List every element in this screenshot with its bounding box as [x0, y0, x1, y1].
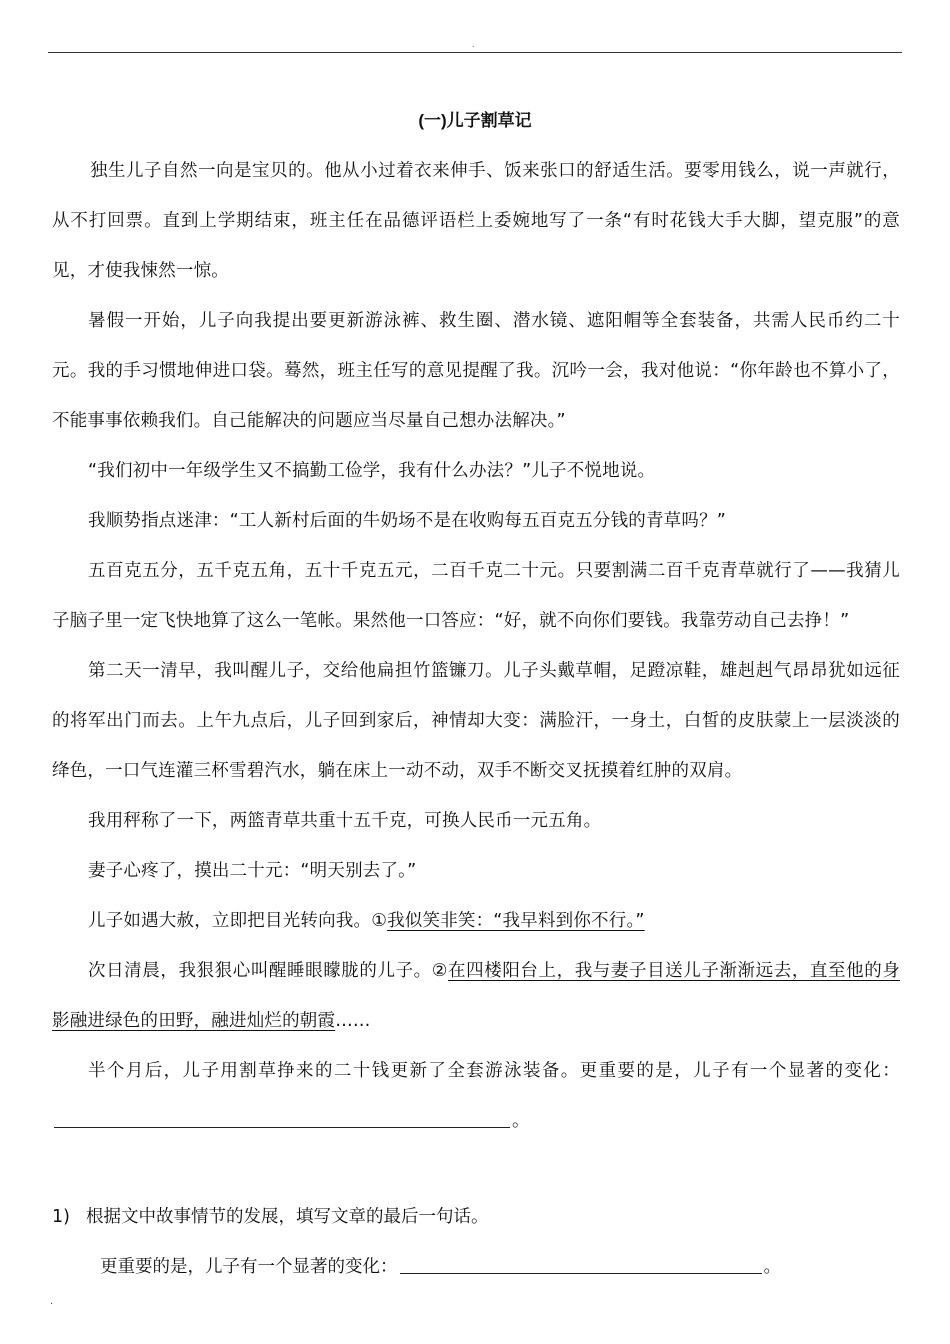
- page-title: (一)儿子割草记: [418, 111, 532, 130]
- paragraph-marked-1: [52, 896, 900, 946]
- paragraph-text: 次日清晨，我狠狠心叫醒睡眼矇胧的儿子。②: [88, 961, 449, 981]
- paragraph-text: 半个月后，儿子用割草挣来的二十钱更新了全套游泳装备。更重要的是，儿子有一个显著的变化：: [88, 1061, 900, 1081]
- fill-in-blank[interactable]: [54, 1107, 510, 1128]
- question-1: [52, 1192, 900, 1242]
- paragraph: 我用秤称了一下，两篮青草共重十五千克，可换人民币一元五角。: [88, 811, 602, 831]
- header-rule: [48, 52, 902, 53]
- paragraph: 暑假一开始，儿子向我提出要更新游泳裤、救生圈、潜水镜、遮阳帽等全套装备，共需人民币约二十元。我的手习惯地伸进口袋。蓦然，班主任写的意见提醒了我。沉吟一会，我对他说：“你年龄也不算小了，不能事事依赖我们。自己能解决的问题应当尽量自己想办法解决。”: [52, 311, 900, 431]
- question-text: 根据文中故事情节的发展，填写文章的最后一句话。: [86, 1207, 489, 1227]
- paragraph: “我们初中一年级学生又不搞勤工俭学，我有什么办法？”儿子不悦地说。: [88, 461, 656, 481]
- paragraph-text: 儿子如遇大赦，立即把目光转向我。①: [88, 911, 388, 931]
- paragraph: 第二天一清早，我叫醒儿子，交给他扁担竹篮镰刀。儿子头戴草帽，足蹬凉鞋，雄赳赳气昂昂犹如远征的将军出门而去。上午九点后，儿子回到家后，神情却大变：满脸汗，一身土，白皙的皮肤蒙上一层淡淡的绛色，一口气连灌三杯雪碧汽水，躺在床上一动不动，双手不断交叉抚摸着红肿的双肩。: [52, 661, 900, 781]
- paragraph-marked-2: [52, 946, 900, 1046]
- article-body: [52, 146, 900, 1146]
- answer-line: [100, 1242, 900, 1292]
- answer-blank[interactable]: [400, 1253, 762, 1274]
- footer-mark: .: [50, 1296, 54, 1307]
- answer-suffix: 。: [763, 1257, 781, 1277]
- paragraph: 独生儿子自然一向是宝贝的。他从小过着衣来伸手、饭来张口的舒适生活。要零用钱么，说一声就行，从不打回票。直到上学期结束，班主任在品德评语栏上委婉地写了一条“有时花钱大手大脚，望克服”的意见，才使我悚然一惊。: [52, 161, 900, 281]
- paragraph: 妻子心疼了，摸出二十元：“明天别去了。”: [88, 861, 417, 881]
- paragraph-final: [52, 1046, 900, 1146]
- paragraph-end: 。: [512, 1111, 530, 1131]
- underlined-sentence-1: 我似笑非笑：“我早料到你不行。”: [387, 911, 645, 931]
- question-number: 1): [52, 1207, 70, 1227]
- ellipsis: ……: [335, 1011, 371, 1031]
- header-mark: .: [472, 40, 475, 49]
- answer-prefix: 更重要的是，儿子有一个显著的变化：: [100, 1257, 398, 1277]
- paragraph: 五百克五分，五千克五角，五十千克五元，二百千克二十元。只要割满二百千克青草就行了——我猜儿子脑子里一定飞快地算了这么一笔帐。果然他一口答应：“好，就不向你们要钱。我靠劳动自己去挣！”: [52, 561, 900, 631]
- underlined-sentence-2: 在四楼阳台上，我与妻子目送儿子渐渐远去，直至他的身影融进绿色的田野，融进灿烂的朝霞: [52, 961, 901, 1031]
- paragraph: 我顺势指点迷津：“工人新村后面的牛奶场不是在收购每五百克五分钱的青草吗？”: [88, 511, 727, 531]
